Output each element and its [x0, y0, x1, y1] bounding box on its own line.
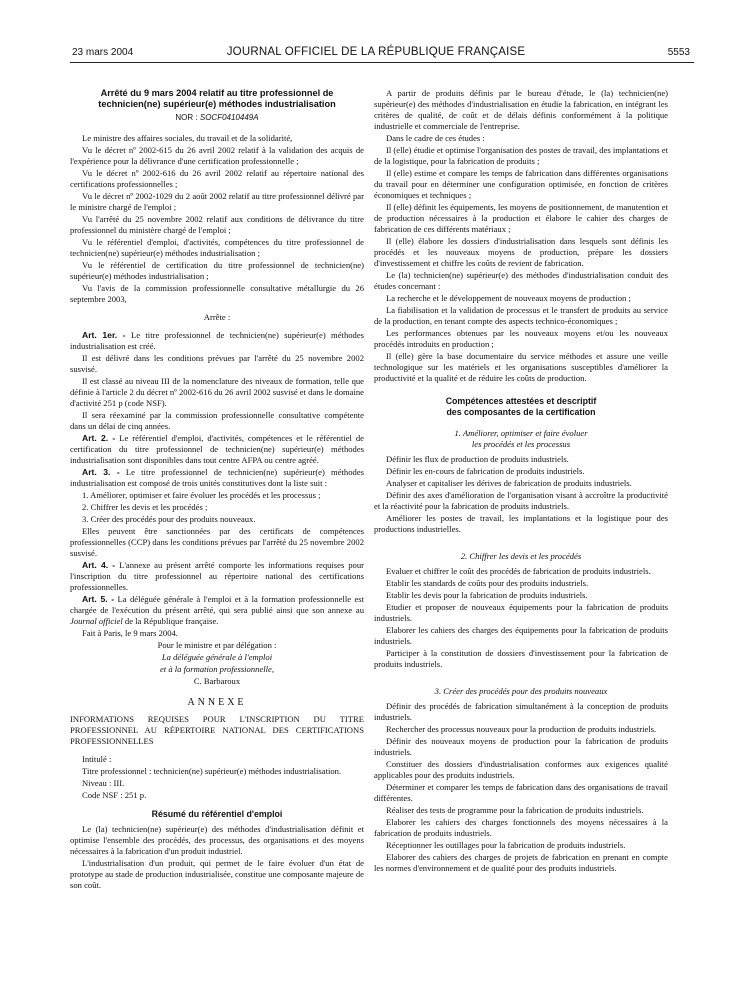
resume-heading: Résumé du référentiel d'emploi [151, 809, 283, 819]
signatory-name: C. Barbaroux [193, 676, 241, 686]
competence-item: Définir des axes d'amélioration de l'organisation visant à accroître la productivité et la réactivité pour la fabrication de produits industriels. [374, 490, 668, 511]
intro-paragraph: Vu le référentiel de certification du titre professionnel de technicien(ne) supérieur(e) méthodes industrialisation ; [70, 260, 364, 281]
competence-item: Définir des procédés de fabrication simultanément à la conception de produits industriels. [374, 701, 668, 722]
competence-item: Définir des nouveaux moyens de production pour la fabrication de produits industriels. [374, 736, 668, 757]
signature-line: et à la formation professionnelle, [159, 664, 275, 674]
signature-line: La déléguée générale à l'emploi [161, 652, 273, 662]
page-header [0, 44, 752, 60]
competence-item: Elaborer des cahiers des charges de projets de fabrication en prenant en compte les normes d'environnement et de qualité pour des produits industriels. [374, 852, 668, 873]
code-nsf: Code NSF : 251 p. [82, 790, 147, 800]
signature-line: Pour le ministre et par délégation : [157, 640, 277, 650]
article-4-label: Art. 4. - [82, 560, 116, 570]
competence-item: Elaborer les cahiers des charges fonctionnels des moyens nécessaires à la fabrication de produits industriels. [374, 817, 668, 838]
competences-heading: Compétences attestées et descriptif [445, 396, 597, 406]
competence-item: Rechercher des processus nouveaux pour la production de produits industriels. [386, 724, 657, 734]
description-paragraph: Le (la) technicien(ne) supérieur(e) des méthodes d'industrialisation conduit des études concernant : [374, 270, 668, 291]
article-3 [70, 467, 364, 489]
description-paragraph: Il (elle) estime et compare les temps de fabrication dans différentes organisations du travail pour en déterminer une configuration optimisée, en fonction de critères économiques et techniques ; [374, 168, 668, 200]
annexe-heading: ANNEXE [187, 697, 247, 708]
niveau: Niveau : III. [82, 778, 125, 788]
article-3-label: Art. 3. - [82, 467, 120, 477]
description-paragraph: Il (elle) élabore les dossiers d'industrialisation dans lesquels sont définis les procédés et les nouveaux moyens de production, prépare les dossiers d'investissement et chiffre les coûts de revient de fabrication. [374, 236, 668, 268]
article-1-text: Le titre professionnel de technicien(ne) supérieur(e) méthodes industrialisation est créé. [70, 330, 364, 351]
section-1-heading: 1. Améliorer, optimiser et faire évoluer [454, 428, 588, 438]
right-column [374, 88, 668, 875]
intro-paragraph: Le ministre des affaires sociales, du travail et de la solidarité, [82, 133, 293, 143]
article-5-text: La déléguée générale à l'emploi et à la formation professionnelle est chargée de l'exécution du présent arrêté, qui sera publié ainsi que son annexe au [70, 594, 364, 615]
journal-title: JOURNAL OFFICIEL DE LA RÉPUBLIQUE FRANÇAISE [226, 46, 526, 58]
intro-paragraph: Vu le décret nº 2002-615 du 26 avril 2002 relatif à la validation des acquis de l'expérience pour la délivrance d'une certification professionnelle ; [70, 145, 364, 166]
article-2 [70, 433, 364, 466]
section-3-heading: 3. Créer des procédés pour des produits nouveaux [434, 686, 608, 696]
article-2-label: Art. 2. - [82, 433, 116, 443]
article-5-text-end: de la République française. [124, 616, 219, 626]
description-paragraph: Il (elle) gère la base documentaire du service méthodes et assure une veille technologique sur les matériels et les organisations susceptibles d'améliorer la productivité et la qualité et de réduire les coûts de production. [374, 351, 668, 383]
competence-item: Etudier et proposer de nouveaux équipements pour la fabrication de produits industriels. [374, 602, 668, 623]
nor-reference [70, 112, 364, 123]
intro-paragraph: Vu le référentiel d'emploi, d'activités, compétences du titre professionnel de technicien(ne) supérieur(e) méthodes industrialisation ; [70, 237, 364, 258]
competence-item: Constituer des dossiers d'industrialisation conformes aux exigences qualité applicables pour des produits industriels. [374, 759, 668, 780]
article-4-text: L'annexe au présent arrêté comporte les informations requises pour l'inscription du titre professionnel au répertoire national des certifications professionnelles. [70, 560, 364, 592]
competences-heading-2: des composantes de la certification [446, 407, 596, 417]
competence-item: Réceptionner les outillages pour la fabrication de produits industriels. [386, 840, 626, 850]
nor-label: NOR : [175, 113, 198, 122]
intro-paragraph: Vu l'avis de la commission professionnelle consultative métallurgie du 26 septembre 2003, [70, 283, 364, 304]
header-rule [70, 62, 694, 63]
article-5 [70, 594, 364, 627]
resume-paragraph: L'industrialisation d'un produit, qui permet de le faire évoluer d'un état de prototype au stade de production industrialisée, constitue une composante majeure de son coût. [70, 858, 364, 890]
intro-paragraph: Vu le décret nº 2002-616 du 26 avril 2002 relatif au répertoire national des certifications professionnelles ; [70, 168, 364, 189]
competence-item: Réaliser des tests de programme pour la fabrication de produits industriels. [386, 805, 644, 815]
journal-officiel-ref: Journal officiel [70, 616, 123, 626]
fait-a-paris: Fait à Paris, le 9 mars 2004. [82, 628, 178, 638]
competence-item: Etablir les devis pour la fabrication de produits industriels. [386, 590, 588, 600]
article-3-text: Le titre professionnel de technicien(ne) supérieur(e) méthodes industrialisation est composé de trois unités constitutives dont la liste suit : [70, 467, 364, 488]
article-3-paragraph: Elles peuvent être sanctionnées par des certificats de compétences professionnelles (CCP) dans les conditions prévues par l'arrêté du 25 novembre 2002 susvisé. [70, 526, 364, 558]
description-paragraph: Les performances obtenues par les nouveaux moyens et/ou les nouveaux procédés introduits en production ; [374, 328, 668, 349]
article-5-label: Art. 5. - [82, 594, 115, 604]
article-1-paragraph: Il est classé au niveau III de la nomenclature des niveaux de formation, telle que définie à l'article 2 du décret nº 2002-616 du 26 avril 2002 susvisé et dans le domaine d'activité 251 p (code NSF). [70, 376, 364, 408]
article-4 [70, 560, 364, 593]
competence-item: Déterminer et comparer les temps de fabrication dans des organisations de travail différentes. [374, 782, 668, 803]
arrete-heading: Arrête : [203, 312, 231, 322]
description-paragraph: La fiabilisation et la validation de processus et le transfert de produits au service de la production, en tenant compte des aspects technico-économiques ; [374, 305, 668, 326]
article-1 [70, 330, 364, 352]
competence-item: Elaborer les cahiers des charges des équipements pour la fabrication de produits industriels. [374, 625, 668, 646]
annexe-title: INFORMATIONS REQUISES POUR L'INSCRIPTION DU TITRE PROFESSIONNEL AU RÉPERTOIRE NATIONAL DES CERTIFICATIONS PROFESSIONNELLES [70, 714, 364, 746]
competence-item: Définir les flux de production de produits industriels. [386, 454, 569, 464]
article-1-paragraph: Il sera réexaminé par la commission professionnelle consultative compétente dans un délai de cinq années. [70, 410, 364, 431]
section-2-heading: 2. Chiffrer les devis et les procédés [460, 551, 582, 561]
description-paragraph: A partir de produits définis par le bureau d'étude, le (la) technicien(ne) supérieur(e) des méthodes d'industrialisation en étudie la fabrication, en intégrant les critères de qualité, de coût et de délais définis conformément à la politique industrielle et commerciale de l'entreprise. [374, 88, 668, 131]
competence-item: Analyser et capitaliser les dérives de fabrication de produits industriels. [386, 478, 632, 488]
competence-item: Etablir les standards de coûts pour des produits industriels. [386, 578, 589, 588]
competence-item: Améliorer les postes de travail, les implantations et la logistique pour des productions industrielles. [374, 513, 668, 534]
description-paragraph: Il (elle) étudie et optimise l'organisation des postes de travail, des implantations et de la logistique, pour la fabrication de produits ; [374, 145, 668, 166]
competence-item: Définir les en-cours de fabrication de produits industriels. [386, 466, 585, 476]
description-paragraph: Il (elle) définit les équipements, les moyens de positionnement, de manutention et de production nécessaires à la production et élabore le cahier des charges de fabrication de ces différents matériaux ; [374, 202, 668, 234]
page-number: 5553 [667, 47, 690, 58]
article-3-item: 2. Chiffrer les devis et les procédés ; [82, 502, 208, 512]
competence-item: Participer à la constitution de dossiers d'investissement pour la fabrication de produits industriels. [374, 648, 668, 669]
article-2-text: Le référentiel d'emploi, d'activités, compétences et le référentiel de certification du titre professionnel de technicien(ne) supérieur(e) méthodes industrialisation sont disponibles dans tout centre AFPA ou centre agréé. [70, 433, 364, 465]
left-column [70, 88, 364, 892]
competence-item: Evaluer et chiffrer le coût des procédés de fabrication de produits industriels. [386, 566, 651, 576]
resume-paragraph: Le (la) technicien(ne) supérieur(e) des méthodes d'industrialisation définit et optimise l'ensemble des procédés, des processus, des organisations et des moyens nécessaires à la fabrication d'un produit industriel. [70, 824, 364, 856]
description-paragraph: Dans le cadre de ces études : [386, 133, 485, 143]
titre-professionnel: Titre professionnel : technicien(ne) supérieur(e) méthodes industrialisation. [82, 766, 342, 776]
intitule-label: Intitulé : [82, 754, 112, 764]
intro-paragraph: Vu l'arrêté du 25 novembre 2002 relatif aux conditions de délivrance du titre professionnel du ministère chargé de l'emploi ; [70, 214, 364, 235]
decree-title: Arrêté du 9 mars 2004 relatif au titre professionnel de technicien(ne) supérieur(e) méthodes industrialisation [98, 88, 336, 109]
article-3-item: 3. Créer des procédés pour des produits nouveaux. [82, 514, 256, 524]
description-paragraph: La recherche et le développement de nouveaux moyens de production ; [386, 293, 631, 303]
article-1-label: Art. 1er. - [82, 330, 126, 340]
nor-code: SOCF0410449A [199, 113, 259, 122]
article-3-item: 1. Améliorer, optimiser et faire évoluer les procédés et les processus ; [82, 490, 321, 500]
section-1-heading-2: les procédés et les processus [471, 439, 571, 449]
article-1-paragraph: Il est délivré dans les conditions prévues par l'arrêté du 25 novembre 2002 susvisé. [70, 353, 364, 374]
intro-paragraph: Vu le décret nº 2002-1029 du 2 août 2002 relatif au titre professionnel délivré par le ministre chargé de l'emploi ; [70, 191, 364, 212]
header-date: 23 mars 2004 [72, 47, 134, 58]
